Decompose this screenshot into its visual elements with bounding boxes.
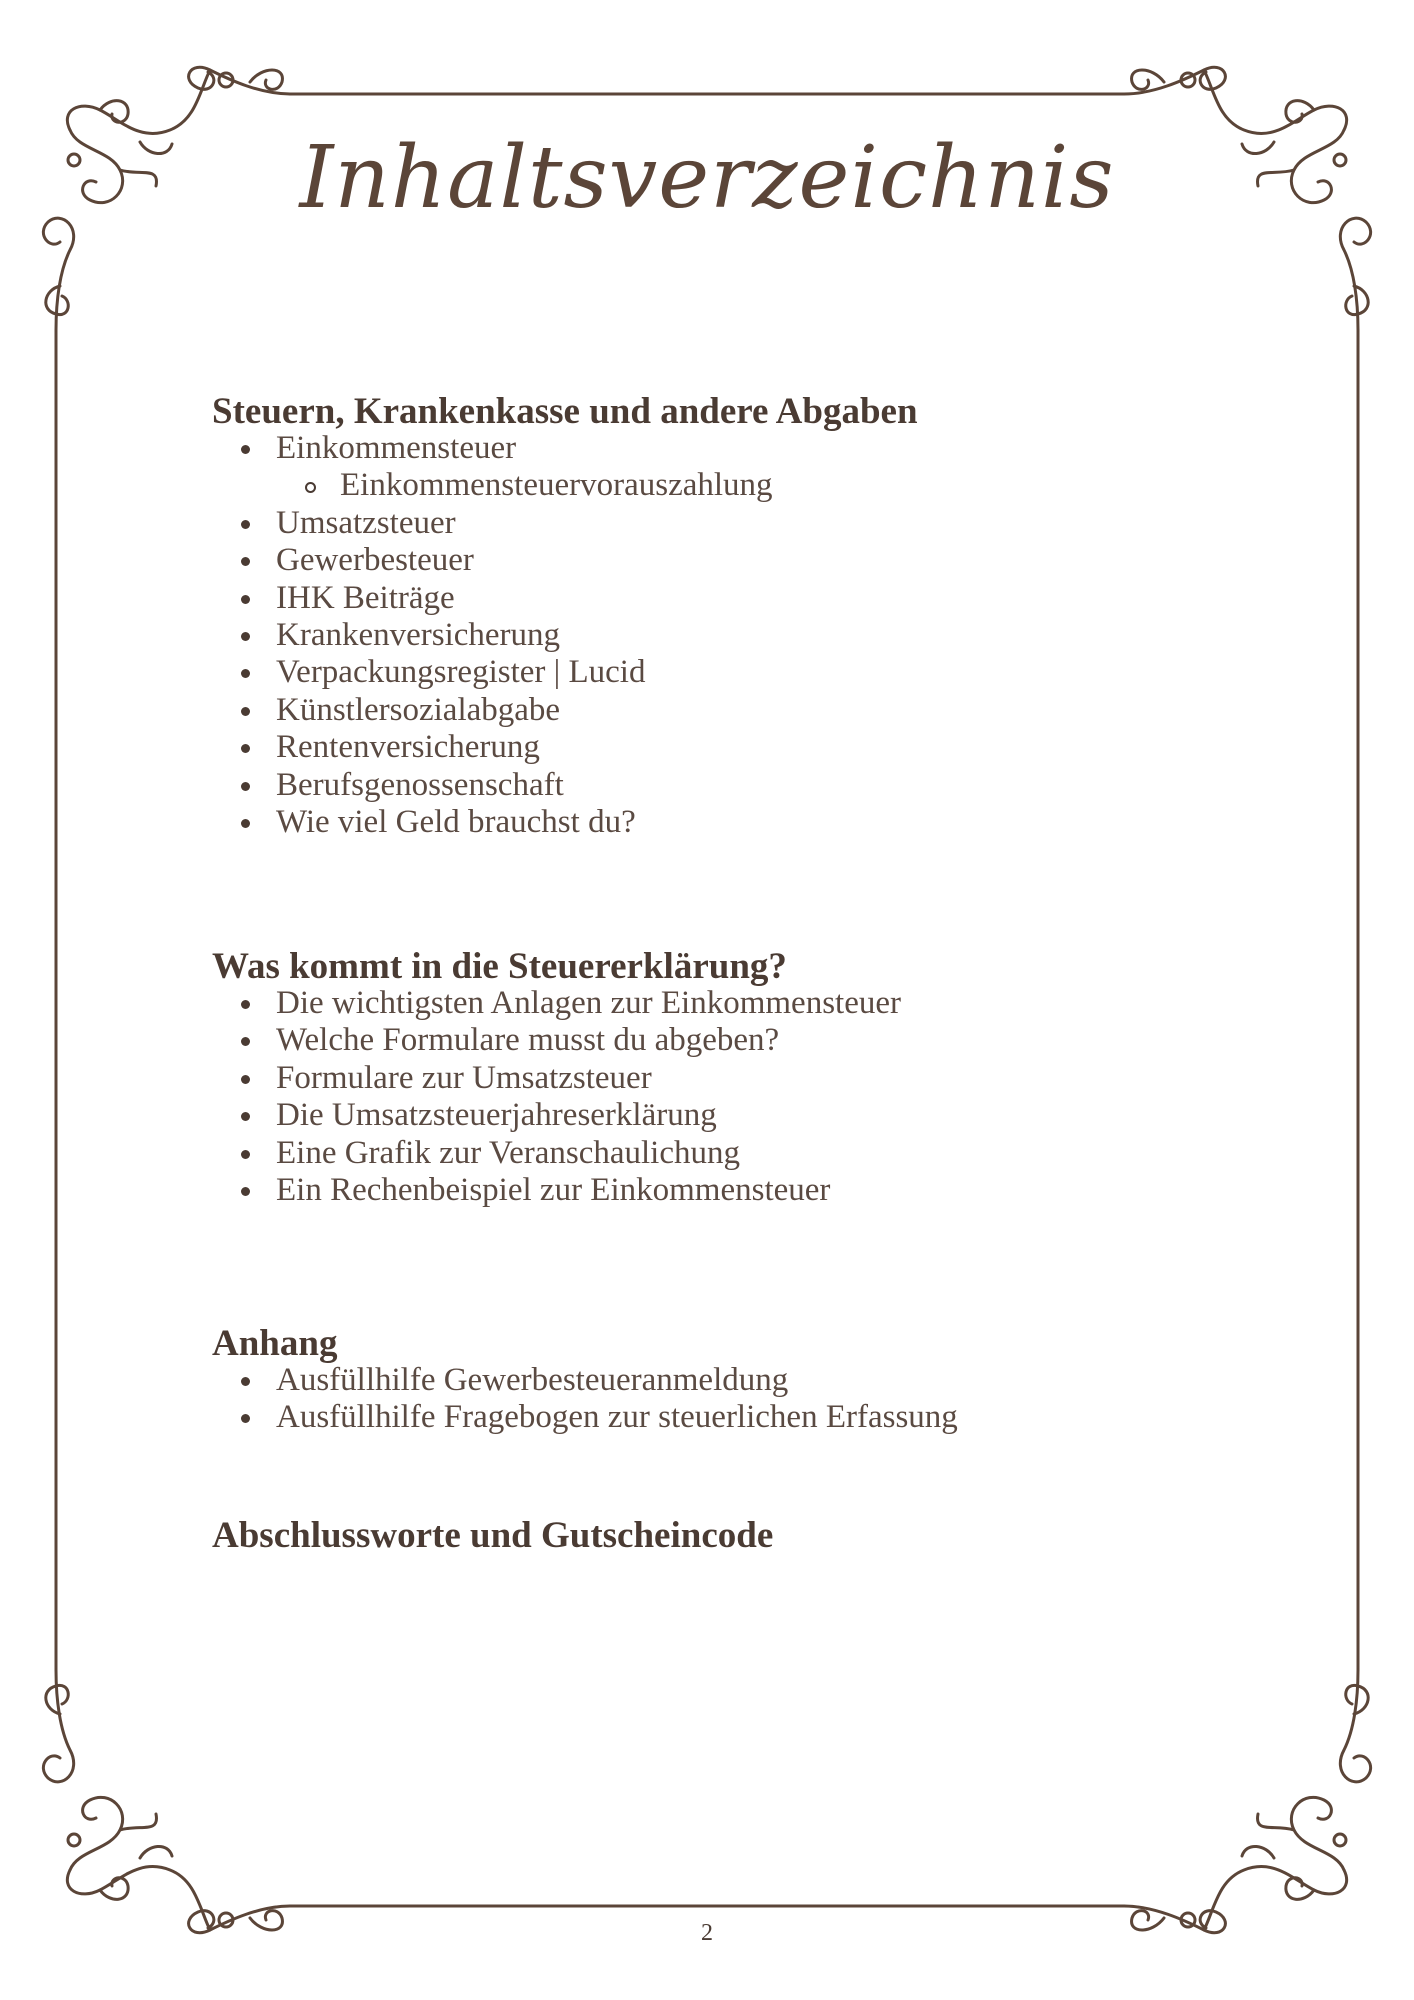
bullet-icon	[241, 1000, 250, 1009]
bullet-icon	[241, 1075, 250, 1084]
toc-entry-title: Krankenversicherung	[276, 617, 561, 653]
bullet-icon	[241, 819, 250, 828]
toc-entry[interactable]	[0, 767, 1200, 804]
toc-entry[interactable]	[0, 1060, 1200, 1097]
bullet-icon	[241, 744, 250, 753]
toc-entry-title: Gewerbesteuer	[276, 542, 474, 579]
toc-entry[interactable]	[0, 1135, 1200, 1172]
section-heading: Anhang	[212, 1323, 338, 1364]
toc-entry-title: Formulare zur Umsatzsteuer	[276, 1059, 652, 1096]
toc-entry-title: Künstlersozialabgabe	[276, 691, 561, 728]
toc-entry-title: Einkommensteuer	[276, 430, 517, 466]
hollow-bullet-icon	[305, 482, 316, 493]
toc-entry[interactable]	[0, 1172, 1200, 1209]
toc-entry[interactable]	[0, 1362, 1200, 1399]
toc-entry-title: Wie viel Geld brauchst du?	[276, 804, 636, 840]
toc-entry-title: Rentenversicherung	[276, 729, 540, 766]
toc-entry-title: Berufsgenossenschaft	[276, 766, 564, 803]
bullet-icon	[241, 1112, 250, 1121]
page-footer-number: 2	[701, 1920, 713, 1946]
section-heading: Steuern, Krankenkasse und andere Abgaben	[212, 391, 918, 432]
bullet-icon	[241, 1377, 250, 1386]
toc-entry[interactable]	[0, 430, 1200, 467]
bullet-icon	[241, 445, 250, 454]
toc-entry-title: Welche Formulare musst du abgeben?	[276, 1022, 780, 1059]
toc-entry[interactable]	[0, 804, 1200, 841]
toc-entry[interactable]	[0, 505, 1200, 542]
bullet-icon	[241, 1150, 250, 1159]
toc-entry-title: Eine Grafik zur Veranschaulichung	[276, 1134, 740, 1171]
toc-entry[interactable]	[0, 1097, 1200, 1134]
toc-entry-title: Umsatzsteuer	[276, 504, 456, 541]
toc-entry-title: Einkommensteuervorauszahlung	[340, 467, 773, 504]
toc-closing-row[interactable]	[0, 1514, 1200, 1558]
toc-entry[interactable]	[0, 1022, 1200, 1059]
bullet-icon	[241, 632, 250, 641]
toc-entry-title: Verpackungsregister | Lucid	[276, 654, 646, 691]
bullet-icon	[241, 1037, 250, 1046]
bullet-icon	[241, 557, 250, 566]
toc-entry[interactable]	[0, 985, 1200, 1022]
toc-entry[interactable]	[0, 729, 1200, 766]
toc-entry[interactable]	[0, 654, 1200, 691]
page-title: Inhaltsverzeichnis	[299, 128, 1115, 228]
toc-entry-title: Ausfüllhilfe Fragebogen zur steuerlichen Erfassung	[276, 1399, 958, 1436]
toc-entry-title: IHK Beiträge	[276, 579, 455, 616]
toc-entry-title: Die Umsatzsteuerjahreserklärung	[276, 1097, 717, 1134]
bullet-icon	[241, 707, 250, 716]
toc-entry-title: Ausfüllhilfe Gewerbesteueranmeldung	[276, 1362, 789, 1398]
toc-entry-title: Ein Rechenbeispiel zur Einkommensteuer	[276, 1172, 831, 1208]
bullet-icon	[241, 669, 250, 678]
toc-entry[interactable]	[0, 1399, 1200, 1436]
bullet-icon	[241, 782, 250, 791]
toc-entry[interactable]	[0, 542, 1200, 579]
bullet-icon	[241, 1414, 250, 1423]
bullet-icon	[241, 520, 250, 529]
toc-entry[interactable]	[0, 617, 1200, 654]
toc-entry-title: Die wichtigsten Anlagen zur Einkommensteuer	[276, 985, 902, 1021]
section-heading: Was kommt in die Steuererklärung?	[212, 946, 787, 987]
closing-heading: Abschlussworte und Gutscheincode	[212, 1515, 774, 1556]
bullet-icon	[241, 595, 250, 604]
toc-entry[interactable]	[0, 467, 1200, 504]
bullet-icon	[241, 1187, 250, 1196]
toc-entry[interactable]	[0, 580, 1200, 617]
toc-entry[interactable]	[0, 692, 1200, 729]
